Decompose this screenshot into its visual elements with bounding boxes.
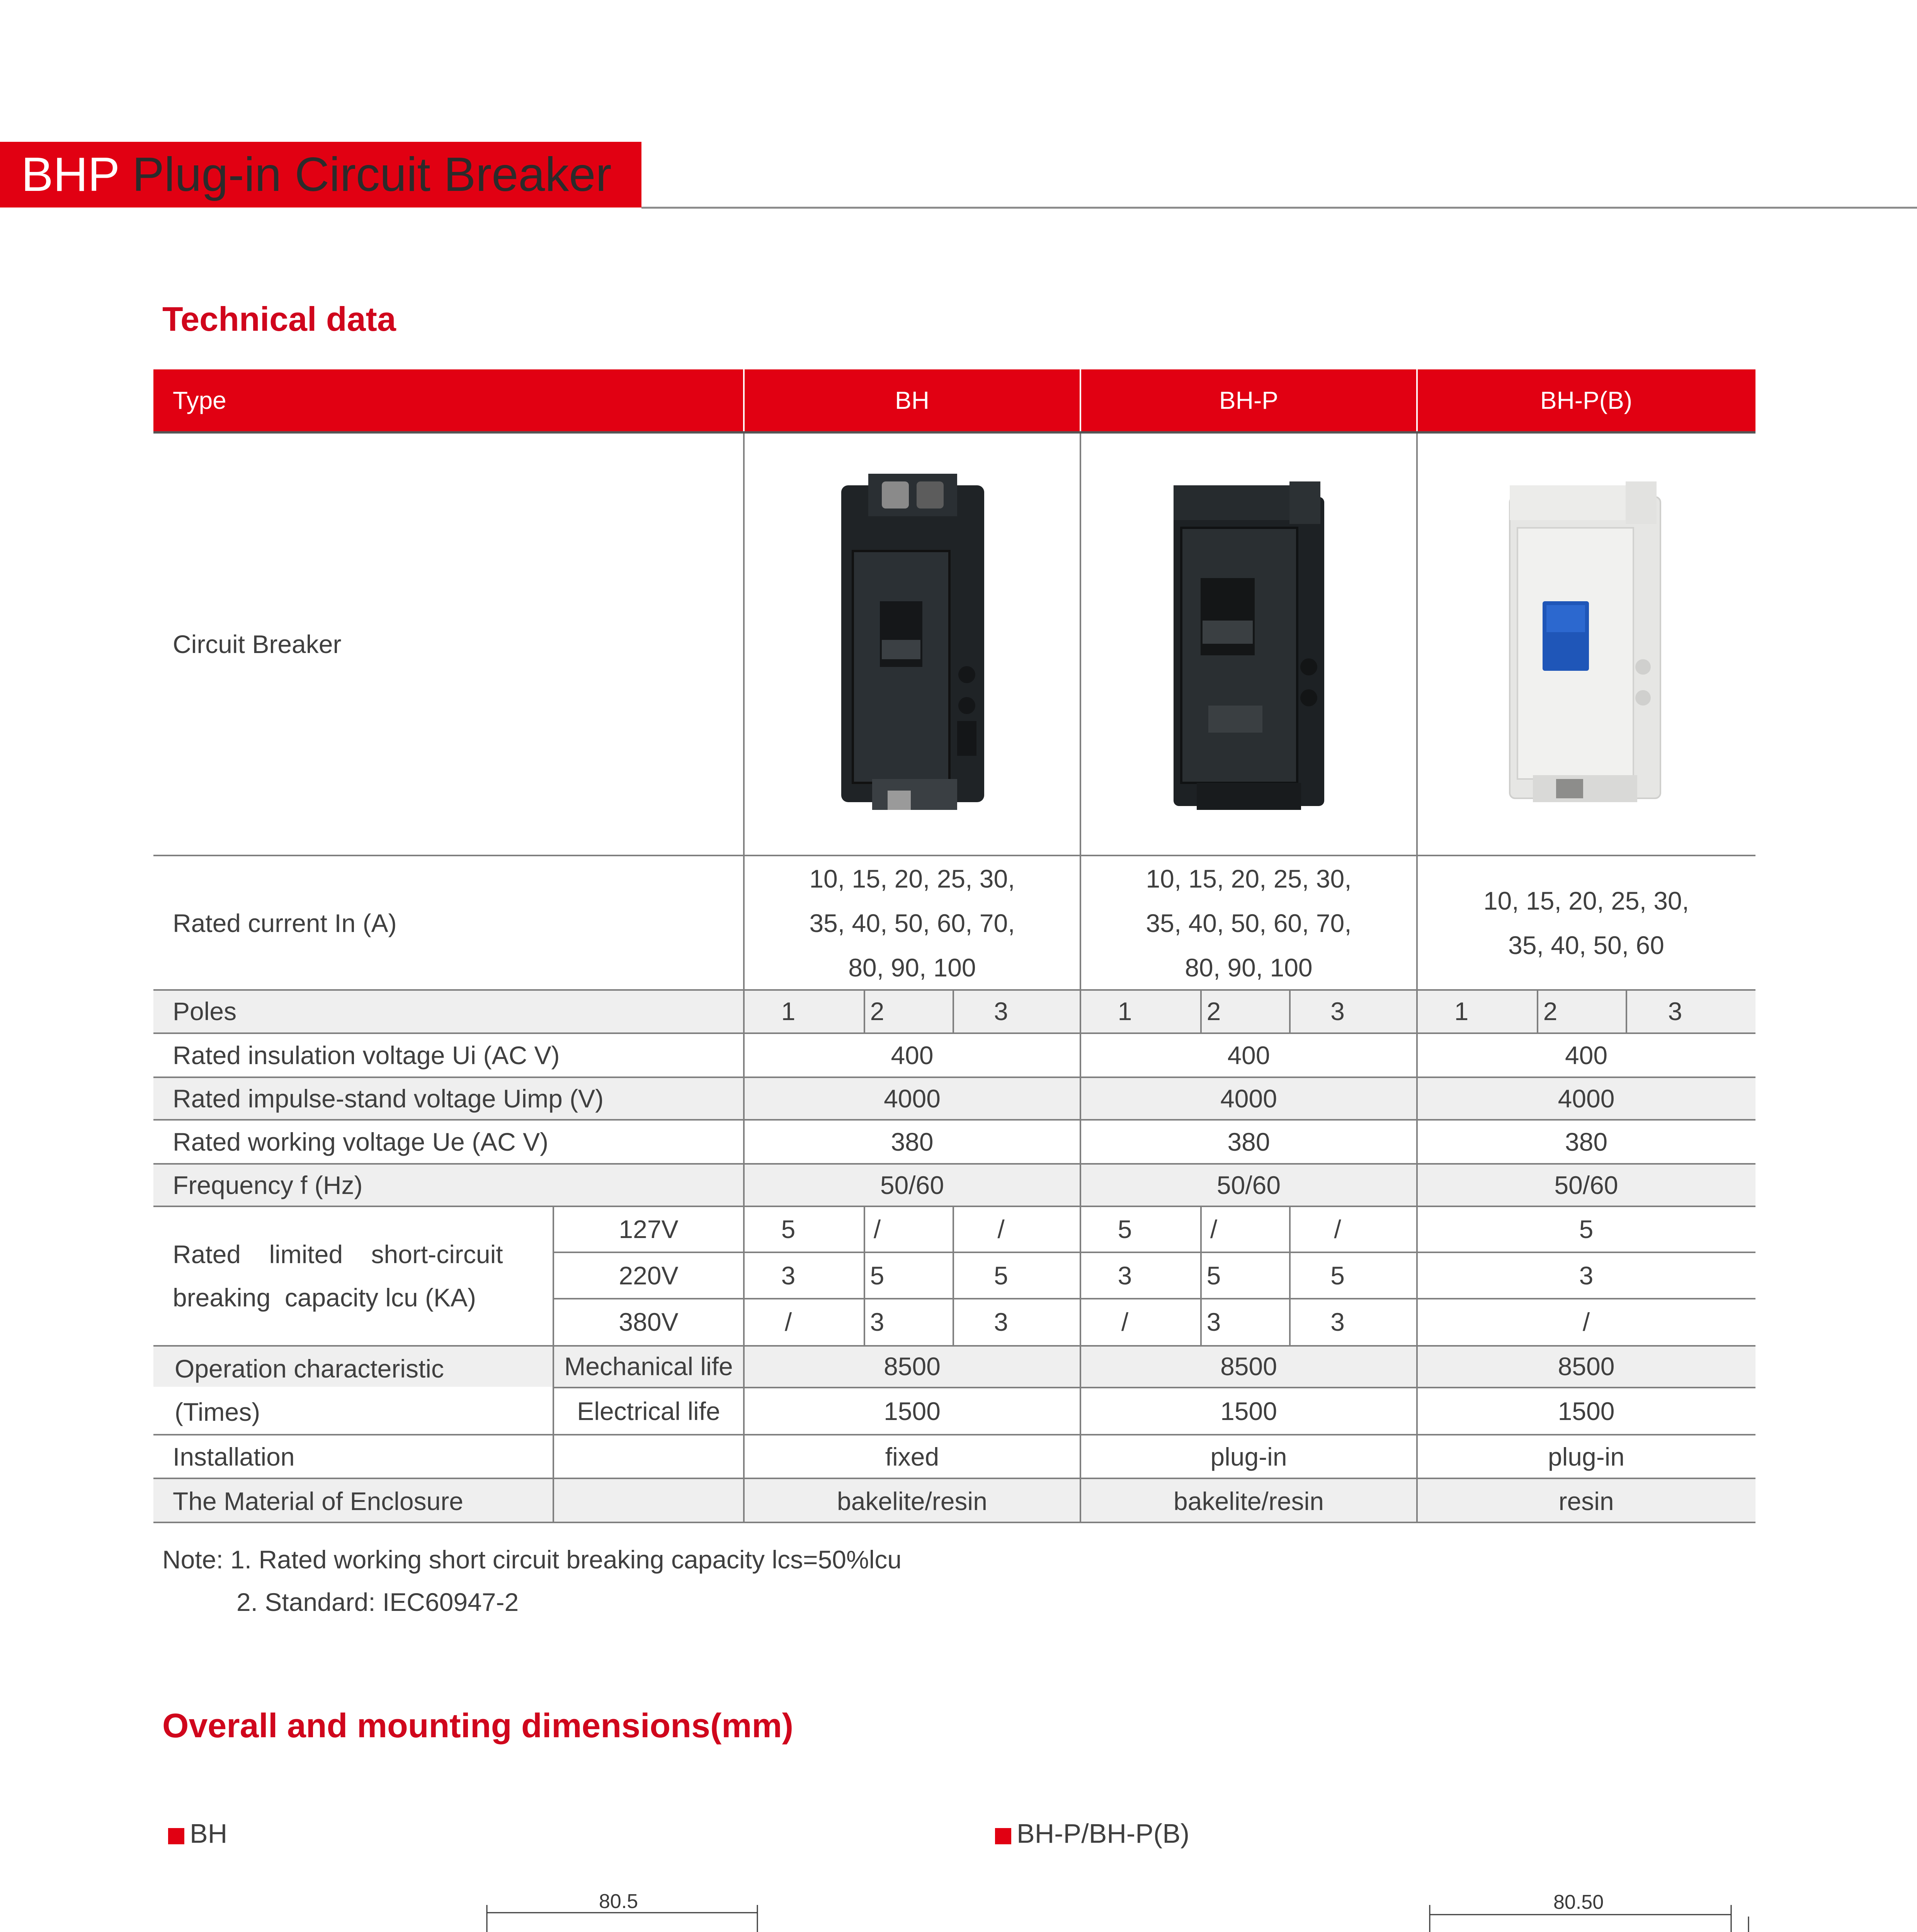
bhp-dimension-label <box>995 1818 1189 1849</box>
ue-bh: 380 <box>891 1128 934 1156</box>
ue-label: Rated working voltage Ue (AC V) <box>173 1128 549 1156</box>
electrical-life-bhpb: 1500 <box>1558 1397 1615 1425</box>
rated-current-bhp-line3: 80, 90, 100 <box>1185 953 1313 982</box>
bhp-breaker-photo <box>1154 474 1340 814</box>
mechanical-life-label: Mechanical life <box>564 1352 733 1381</box>
icu-bhpb-127: 5 <box>1579 1215 1594 1243</box>
icu-bhp-127-2: / <box>1210 1215 1218 1243</box>
material-bh: bakelite/resin <box>837 1487 987 1515</box>
icu-bh-380-1: / <box>784 1308 792 1336</box>
bh-side-drawing <box>475 1889 842 1932</box>
rated-current-bhp <box>1080 856 1417 990</box>
header-rule <box>641 207 1917 209</box>
poles-bh-1: 1 <box>781 997 796 1026</box>
poles-bhpb-2: 2 <box>1543 997 1558 1026</box>
note-line-1: Note: 1. Rated working short circuit breaking capacity lcs=50%lcu <box>162 1545 902 1574</box>
installation-bhp: plug-in <box>1210 1442 1287 1471</box>
breaker-image-label: Circuit Breaker <box>173 630 342 658</box>
icu-bhpb-380: / <box>1582 1308 1590 1336</box>
poles-bhp-2: 2 <box>1206 997 1221 1026</box>
icu-bh-220-3: 5 <box>994 1261 1008 1290</box>
bhpb-breaker-photo <box>1490 474 1676 814</box>
icu-bhp-127-3: / <box>1334 1215 1341 1243</box>
model-header-bhp: BH-P <box>1219 386 1278 414</box>
mechanical-life-bh: 8500 <box>884 1352 941 1381</box>
icu-voltage-127: 127V <box>619 1215 679 1243</box>
icu-bh-127-1: 5 <box>781 1215 796 1243</box>
red-square-icon <box>995 1828 1011 1844</box>
material-bhp: bakelite/resin <box>1174 1487 1324 1515</box>
page-title <box>21 143 612 207</box>
rated-current-bh <box>744 856 1080 990</box>
rated-current-bhpb-line2: 35, 40, 50, 60 <box>1508 931 1664 959</box>
type-header: Type <box>173 386 226 414</box>
freq-bhpb: 50/60 <box>1554 1171 1618 1199</box>
rated-current-bh-line3: 80, 90, 100 <box>848 953 976 982</box>
icu-bh-220-1: 3 <box>781 1261 796 1290</box>
bhp-side-top-width: 80.50 <box>1553 1893 1604 1913</box>
rated-current-bh-line2: 35, 40, 50, 60, 70, <box>809 908 1015 937</box>
poles-bhp-3: 3 <box>1330 997 1345 1026</box>
mechanical-life-bhp: 8500 <box>1220 1352 1277 1381</box>
ui-bhpb: 400 <box>1565 1041 1608 1070</box>
bh-breaker-photo <box>818 474 1004 814</box>
icu-bhp-380-3: 3 <box>1330 1308 1345 1336</box>
icu-label <box>153 1206 553 1345</box>
uimp-bhp: 4000 <box>1220 1084 1277 1113</box>
rated-current-bh-line1: 10, 15, 20, 25, 30, <box>809 864 1015 893</box>
icu-bh-380-3: 3 <box>994 1308 1008 1336</box>
icu-bhp-220-1: 3 <box>1118 1261 1132 1290</box>
icu-bh-127-3: / <box>997 1215 1005 1243</box>
rated-current-bhpb-line1: 10, 15, 20, 25, 30, <box>1483 886 1689 915</box>
rated-current-bhp-line2: 35, 40, 50, 60, 70, <box>1146 908 1352 937</box>
bhp-dimension-label-text: BH-P/BH-P(B) <box>1017 1818 1190 1849</box>
product-name: Plug-in Circuit Breaker <box>132 148 612 201</box>
icu-bhp-380-1: / <box>1121 1308 1129 1336</box>
ui-bhp: 400 <box>1227 1041 1270 1070</box>
freq-bhp: 50/60 <box>1216 1171 1281 1199</box>
icu-bhpb-220: 3 <box>1579 1261 1594 1290</box>
poles-bh-3: 3 <box>994 997 1008 1026</box>
uimp-label: Rated impulse-stand voltage Uimp (V) <box>173 1084 604 1113</box>
technical-data-table <box>153 369 1755 1523</box>
electrical-life-bhp: 1500 <box>1220 1397 1277 1425</box>
icu-bhp-127-1: 5 <box>1118 1215 1132 1243</box>
electrical-life-bh: 1500 <box>884 1397 941 1425</box>
rated-current-label: Rated current In (A) <box>173 909 397 937</box>
material-label: The Material of Enclosure <box>173 1487 464 1515</box>
note-line-2: 2. Standard: IEC60947-2 <box>236 1588 519 1616</box>
bh-side-top-width: 80.5 <box>599 1890 638 1913</box>
rated-current-bhpb <box>1417 856 1755 990</box>
poles-bh-2: 2 <box>870 997 885 1026</box>
bh-dimension-label-text: BH <box>190 1818 228 1849</box>
ue-bhp: 380 <box>1227 1128 1270 1156</box>
ui-bh: 400 <box>891 1041 934 1070</box>
operation-label <box>153 1346 553 1435</box>
installation-bh: fixed <box>885 1442 939 1471</box>
poles-bhpb-1: 1 <box>1454 997 1469 1026</box>
installation-label: Installation <box>173 1442 295 1471</box>
bh-front-drawing <box>153 1928 423 1932</box>
icu-bh-220-2: 5 <box>870 1261 885 1290</box>
bhp-side-drawing <box>1345 1893 1770 1932</box>
icu-bh-380-2: 3 <box>870 1308 885 1336</box>
bh-dimension-label <box>168 1818 227 1849</box>
poles-label: Poles <box>173 997 237 1026</box>
material-bhpb: resin <box>1558 1487 1614 1515</box>
rated-current-bhp-line1: 10, 15, 20, 25, 30, <box>1146 864 1352 893</box>
installation-bhpb: plug-in <box>1548 1442 1625 1471</box>
icu-bhp-220-2: 5 <box>1206 1261 1221 1290</box>
dimensions-title: Overall and mounting dimensions(mm) <box>162 1706 794 1745</box>
operation-label-line1: Operation characteristic <box>175 1354 444 1383</box>
icu-label-line2: breaking capacity lcu (KA) <box>173 1283 476 1312</box>
icu-bhp-380-2: 3 <box>1206 1308 1221 1336</box>
uimp-bhpb: 4000 <box>1558 1084 1615 1113</box>
brand-name: BHP <box>21 148 119 201</box>
icu-bh-127-2: / <box>873 1215 881 1243</box>
icu-voltage-380: 380V <box>619 1308 679 1336</box>
technical-data-title: Technical data <box>162 300 396 338</box>
freq-label: Frequency f (Hz) <box>173 1171 363 1199</box>
operation-label-line2: (Times) <box>175 1398 260 1426</box>
icu-voltage-220: 220V <box>619 1261 679 1290</box>
icu-label-line1: Rated limited short-circuit <box>173 1240 503 1269</box>
icu-bhp-220-3: 5 <box>1330 1261 1345 1290</box>
red-square-icon <box>168 1828 184 1844</box>
mechanical-life-bhpb: 8500 <box>1558 1352 1615 1381</box>
freq-bh: 50/60 <box>880 1171 944 1199</box>
uimp-bh: 4000 <box>884 1084 941 1113</box>
poles-bhpb-3: 3 <box>1668 997 1682 1026</box>
model-header-bhpb: BH-P(B) <box>1540 386 1633 414</box>
poles-bhp-1: 1 <box>1118 997 1132 1026</box>
model-header-bh: BH <box>895 386 929 414</box>
electrical-life-label: Electrical life <box>577 1397 720 1425</box>
ui-label: Rated insulation voltage Ui (AC V) <box>173 1041 560 1070</box>
ue-bhpb: 380 <box>1565 1128 1608 1156</box>
